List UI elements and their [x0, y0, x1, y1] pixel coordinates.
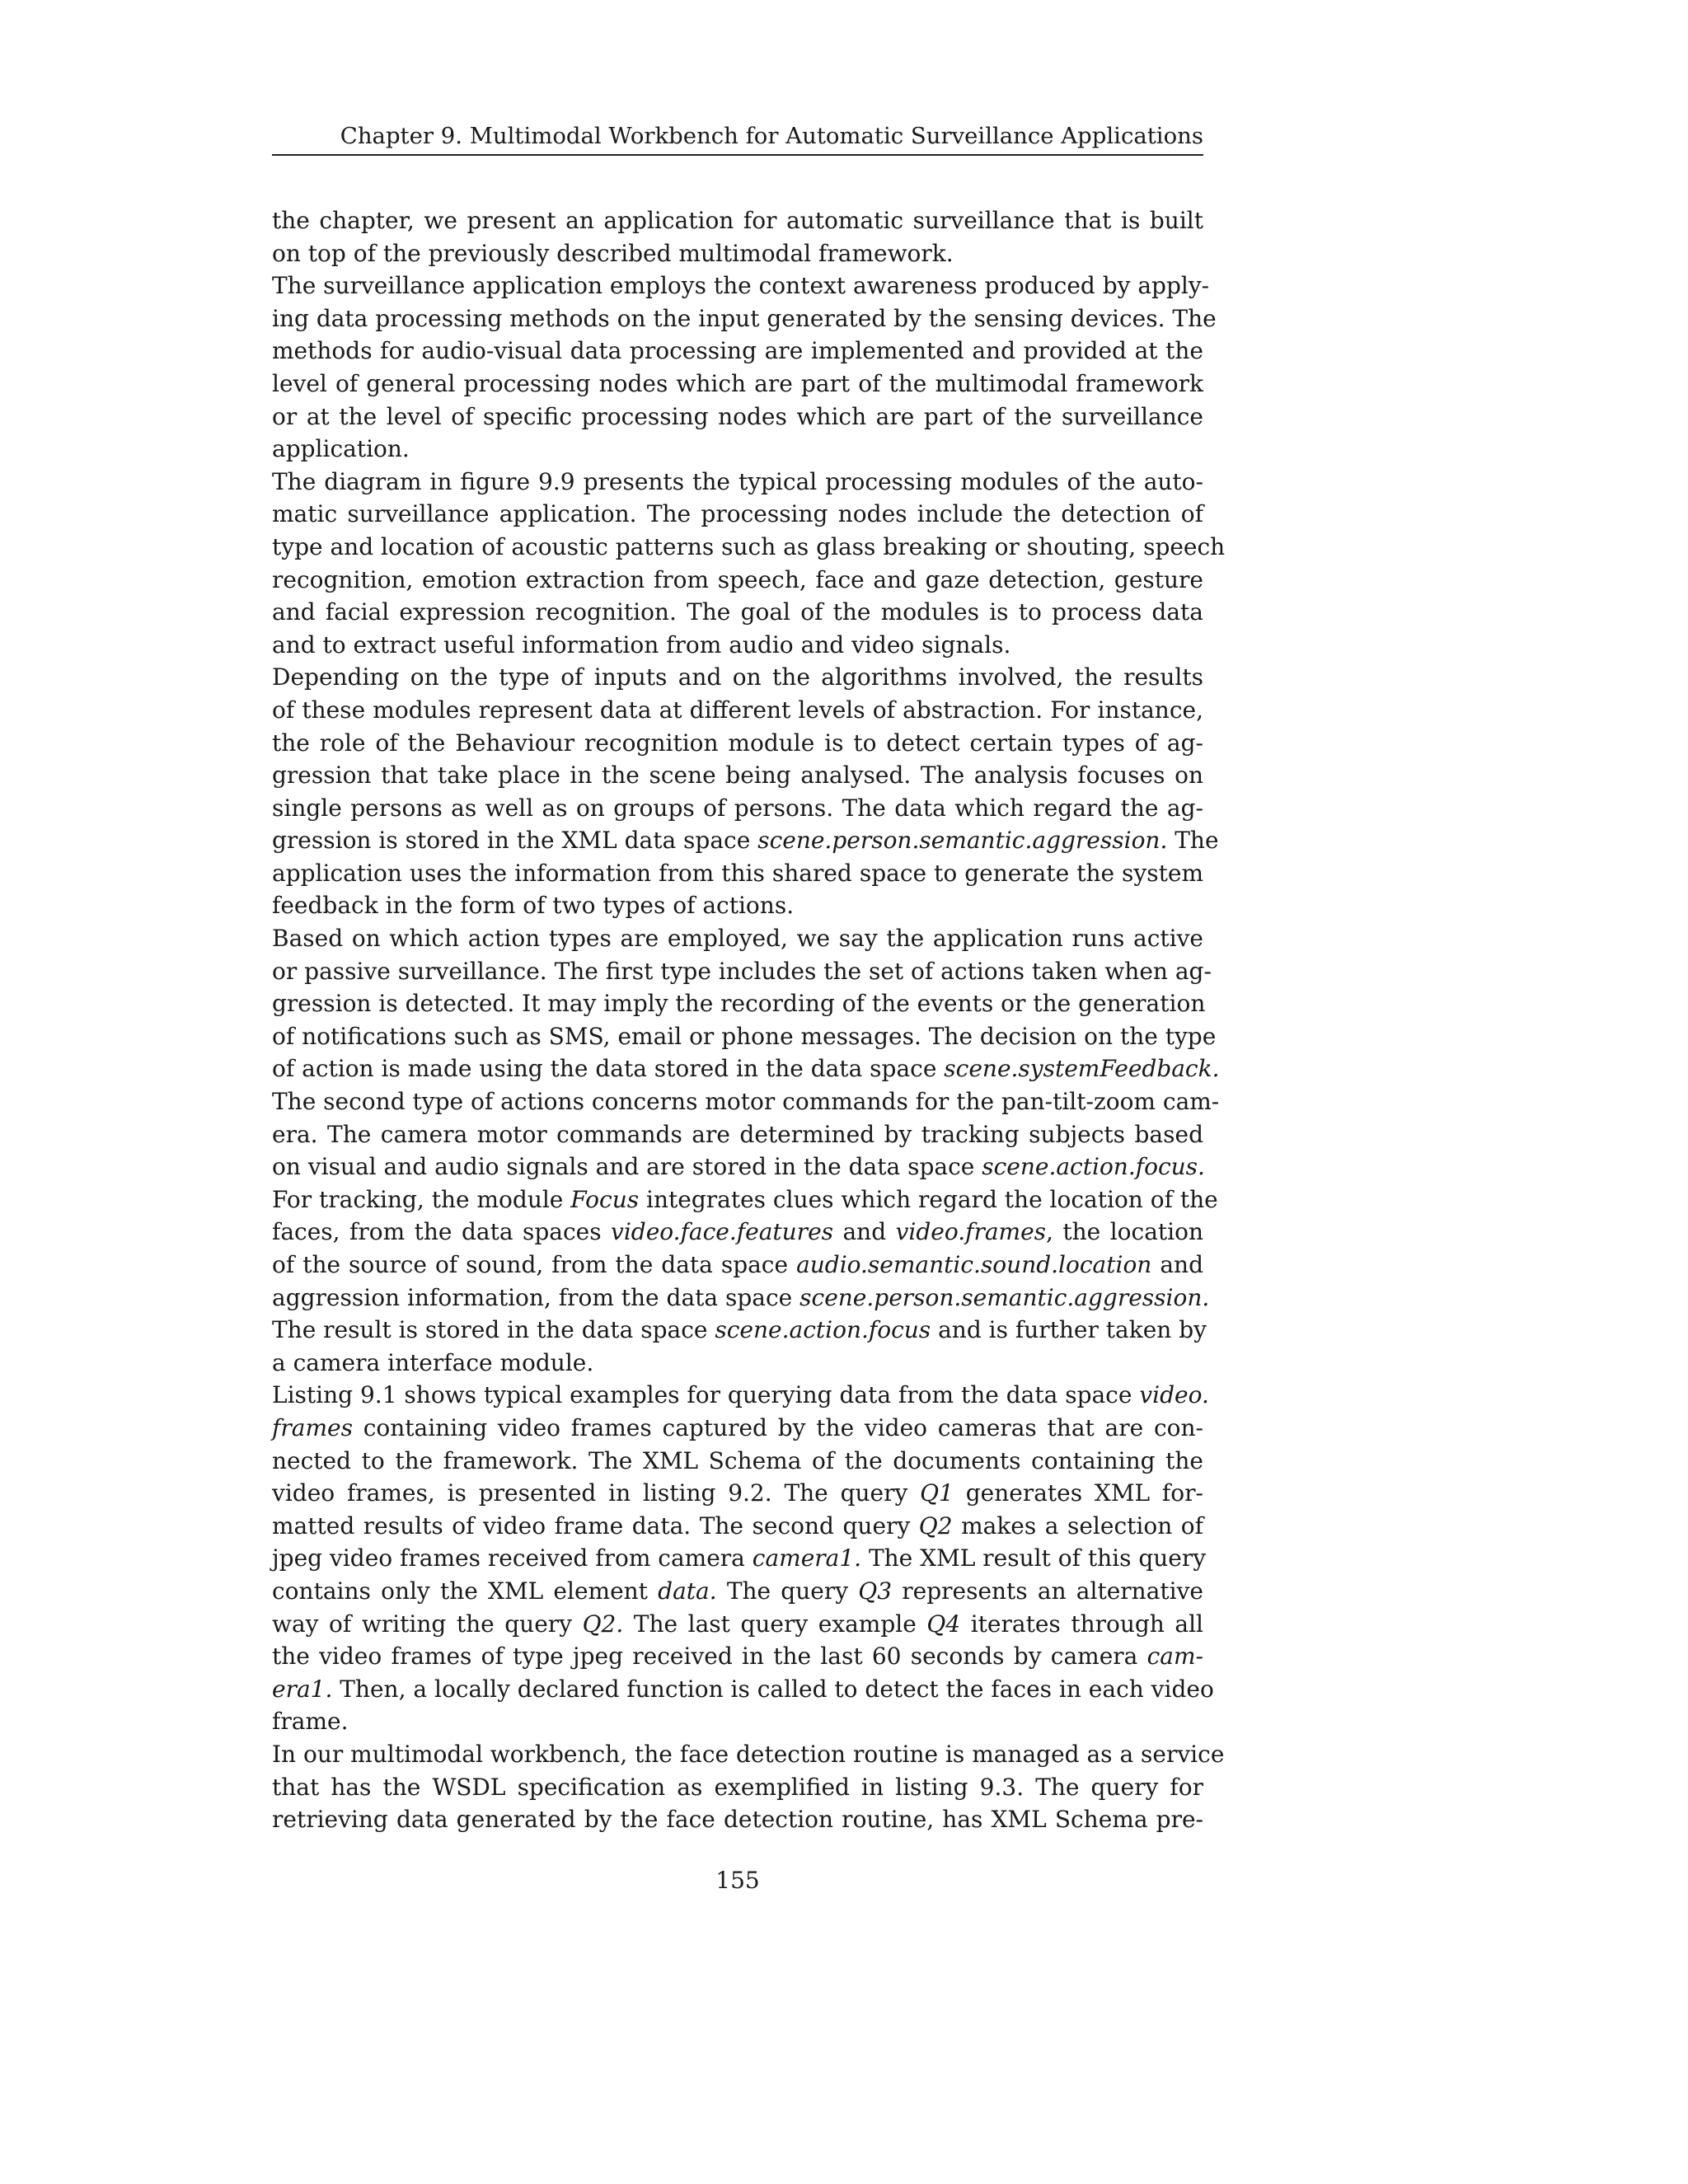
italic-term: Q3 [858, 1577, 893, 1605]
paragraph [272, 269, 1217, 466]
text-line [272, 1020, 1217, 1053]
text-run: or at the level of specific processing nodes which are part of the surveillance [272, 402, 1203, 430]
body-text [272, 204, 1226, 1836]
text-run: and to extract useful information from audio and video signals. [272, 630, 1011, 658]
text-line [272, 1705, 1203, 1738]
text-line [272, 1118, 1203, 1151]
text-line [272, 1771, 1203, 1804]
text-line [272, 661, 1203, 694]
text-run: In our multimodal workbench, the face detection routine is managed as a service [272, 1740, 1225, 1768]
text-run: Then, a locally declared function is called to detect the faces in each video [332, 1675, 1214, 1703]
text-line [272, 1510, 1203, 1543]
text-line [272, 1314, 1207, 1347]
text-line [272, 1738, 1225, 1771]
text-run: The XML result of this query [861, 1544, 1207, 1572]
text-line [272, 237, 1203, 270]
italic-term: Q2 [918, 1511, 953, 1540]
text-line [272, 368, 1203, 401]
text-line [272, 792, 1203, 825]
text-run: of the source of sound, from the data space [272, 1251, 797, 1278]
text-run: gression is stored in the XML data space [272, 827, 758, 855]
text-run: For tracking, the module [272, 1185, 571, 1213]
italic-term: Q1 [920, 1479, 954, 1507]
text-run: gression is detected. It may imply the recording of the events or the generation [272, 990, 1206, 1018]
text-run: and [1151, 1251, 1203, 1278]
text-run: retrieving data generated by the face detection routine, has XML Schema pre- [272, 1806, 1203, 1834]
text-run: single persons as well as on groups of persons. The data which regard the ag- [272, 794, 1203, 822]
document-page [272, 0, 1226, 2184]
text-run: Listing 9.1 shows typical examples for querying data from the data space [272, 1381, 1140, 1409]
text-run: makes a selection of [952, 1511, 1203, 1540]
italic-term: Focus [570, 1185, 640, 1213]
text-run: The second type of actions concerns motor commands for the pan-tilt-zoom cam- [272, 1088, 1220, 1116]
italic-term: scene.person.semantic.aggression. [799, 1283, 1210, 1311]
text-line [272, 1085, 1220, 1118]
text-line [272, 694, 1203, 727]
paragraph [272, 466, 1226, 662]
paragraph [272, 1379, 1214, 1738]
text-line [272, 987, 1206, 1020]
text-line [272, 1445, 1203, 1478]
text-line [272, 1216, 1203, 1249]
text-line [272, 1477, 1203, 1510]
text-run: era. The camera motor commands are determined by tracking subjects based [272, 1120, 1203, 1148]
text-line [272, 727, 1203, 760]
text-line [272, 269, 1210, 302]
text-run: generates XML for- [953, 1479, 1203, 1507]
text-line [272, 596, 1203, 629]
paragraph [272, 661, 1219, 922]
text-run: and [833, 1218, 896, 1246]
text-line [272, 759, 1203, 792]
text-run: of action is made using the data stored in the data space [272, 1055, 945, 1083]
text-line [272, 1542, 1207, 1575]
italic-term: Q2. [582, 1610, 624, 1638]
text-line [272, 1803, 1203, 1836]
text-run: the chapter, we present an application for automatic surveillance that is built [272, 207, 1203, 234]
text-run: the video frames of type jpeg received in the last 60 seconds by camera [272, 1643, 1147, 1671]
text-run: matic surveillance application. The processing nodes include the detection of [272, 500, 1203, 528]
text-line [272, 1183, 1218, 1216]
running-header: Chapter 9. Multimodal Workbench for Automatic Surveillance Applications [340, 123, 1203, 149]
text-line [272, 433, 1203, 466]
text-run: aggression information, from the data space [272, 1283, 800, 1311]
text-run: Based on which action types are employed, we say the application runs active [272, 925, 1203, 953]
text-run: application. [272, 435, 410, 463]
text-run: matted results of video frame data. The second query [272, 1511, 919, 1540]
text-line [272, 1379, 1209, 1412]
text-run: a camera interface module. [272, 1348, 594, 1376]
text-line [272, 302, 1217, 335]
text-run: of notifications such as SMS, email or phone messages. The decision on the type [272, 1022, 1217, 1050]
text-run: way of writing the query [272, 1610, 583, 1638]
text-line [272, 629, 1203, 662]
italic-term: scene.action.focus. [982, 1153, 1205, 1181]
text-run: Depending on the type of inputs and on the algorithms involved, the results [272, 663, 1203, 691]
text-run: on visual and audio signals and are stored in the data space [272, 1153, 982, 1181]
text-run: containing video frames captured by the video cameras that are con- [352, 1413, 1203, 1441]
italic-term: video. [1139, 1381, 1209, 1409]
italic-term: data. [658, 1577, 717, 1605]
text-run: The surveillance application employs the context awareness produced by apply- [272, 272, 1210, 300]
text-run: video frames, is presented in listing 9.2. The query [272, 1479, 921, 1507]
italic-term: scene.systemFeedback. [944, 1055, 1220, 1083]
text-line [272, 1151, 1203, 1183]
text-line [272, 922, 1203, 955]
text-line [272, 857, 1203, 890]
italic-term: Q4 [926, 1610, 961, 1638]
text-line [272, 1640, 1203, 1673]
text-line [272, 498, 1203, 531]
text-run: The diagram in figure 9.9 presents the typical processing modules of the auto- [272, 467, 1203, 495]
text-run: application uses the information from this shared space to generate the system [272, 859, 1203, 887]
text-run: recognition, emotion extraction from speech, face and gaze detection, gesture [272, 565, 1203, 593]
text-line [272, 564, 1203, 597]
text-run: integrates clues which regard the location of the [639, 1185, 1218, 1213]
italic-term: scene.person.semantic.aggression. [757, 827, 1168, 855]
text-run: on top of the previously described multimodal framework. [272, 239, 954, 267]
text-run: The result is stored in the data space [272, 1316, 715, 1344]
text-line [272, 1575, 1203, 1608]
text-run: iterates through all [960, 1610, 1204, 1638]
text-run: that has the WSDL specification as exemplified in listing 9.3. The query for [272, 1773, 1203, 1801]
text-line [272, 1673, 1214, 1706]
text-run: jpeg video frames received from camera [272, 1544, 753, 1572]
paragraph [272, 922, 1220, 1379]
text-run: ing data processing methods on the input generated by the sensing devices. The [272, 304, 1217, 332]
text-run: The [1167, 827, 1219, 855]
text-run: , the location [1046, 1218, 1203, 1246]
text-run: or passive surveillance. The first type includes the set of actions taken when ag- [272, 957, 1212, 985]
italic-term: video.frames [895, 1218, 1047, 1246]
text-line [272, 204, 1203, 237]
text-run: type and location of acoustic patterns such as glass breaking or shouting, speech [272, 532, 1226, 560]
italic-term: audio.semantic.sound.location [796, 1251, 1152, 1278]
text-line [272, 1347, 1203, 1380]
header-rule [272, 154, 1203, 156]
paragraph [272, 204, 1203, 269]
text-line [272, 531, 1226, 564]
text-run: and facial expression recognition. The goal of the modules is to process data [272, 598, 1203, 626]
text-run: The last query example [623, 1610, 927, 1638]
text-run: nected to the framework. The XML Schema of the documents containing the [272, 1446, 1203, 1474]
text-line [272, 824, 1219, 857]
text-run: frame. [272, 1708, 349, 1736]
text-line [272, 1249, 1203, 1282]
text-run: gression that take place in the scene being analysed. The analysis focuses on [272, 762, 1203, 790]
text-line [272, 1052, 1220, 1085]
text-line [272, 955, 1212, 988]
italic-term: era1. [272, 1675, 333, 1703]
text-run: methods for audio-visual data processing are implemented and provided at the [272, 337, 1203, 365]
italic-term: camera1. [752, 1544, 862, 1572]
text-line [272, 1412, 1203, 1445]
text-run: level of general processing nodes which are part of the multimodal framework [272, 369, 1203, 397]
text-run: of these modules represent data at different levels of abstraction. For instance, [272, 696, 1203, 724]
text-run: the role of the Behaviour recognition module is to detect certain types of ag- [272, 729, 1203, 757]
page-number: 155 [715, 1867, 760, 1894]
text-line [272, 466, 1203, 499]
text-run: The query [716, 1577, 859, 1605]
text-run: represents an alternative [892, 1577, 1203, 1605]
text-line [272, 1282, 1210, 1315]
text-line [272, 335, 1203, 368]
text-line [272, 1608, 1203, 1641]
italic-term: frames [272, 1413, 353, 1441]
italic-term: cam- [1146, 1643, 1203, 1671]
italic-term: video.face.features [611, 1218, 834, 1246]
text-run: feedback in the form of two types of actions. [272, 892, 795, 920]
text-line [272, 401, 1203, 434]
text-run: and is further taken by [931, 1316, 1207, 1344]
text-run: faces, from the data spaces [272, 1218, 612, 1246]
text-line [272, 889, 1203, 922]
text-run: contains only the XML element [272, 1577, 659, 1605]
paragraph [272, 1738, 1225, 1836]
italic-term: scene.action.focus [715, 1316, 931, 1344]
